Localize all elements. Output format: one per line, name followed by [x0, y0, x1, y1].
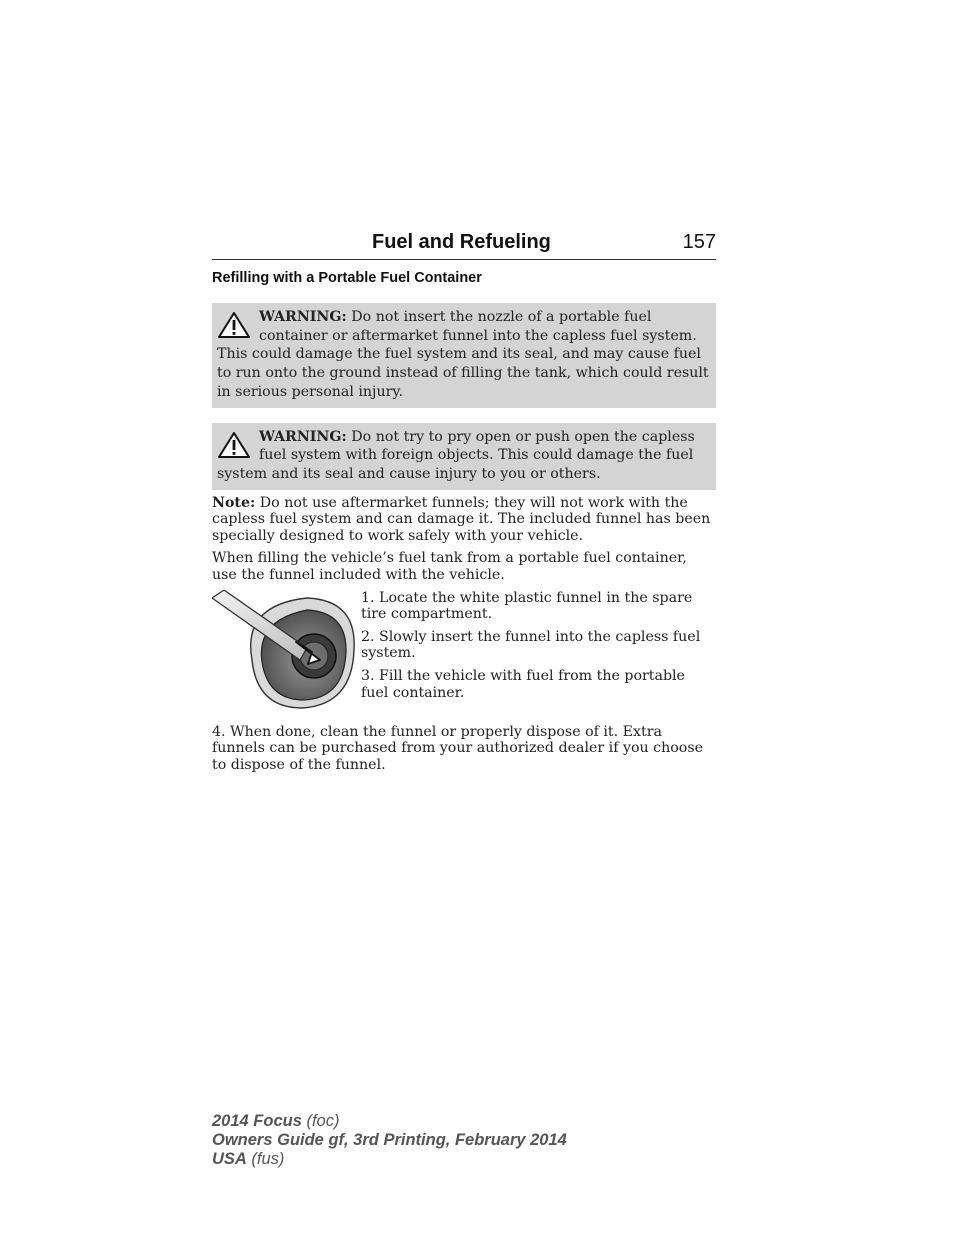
section-title: Refilling with a Portable Fuel Container — [212, 270, 482, 286]
funnel-illustration — [212, 590, 357, 710]
footer-model: 2014 Focus — [212, 1112, 302, 1130]
manual-page — [212, 230, 716, 773]
warning-box — [212, 423, 716, 490]
step-item: 4. When done, clean the funnel or properly dispose of it. Extra funnels can be purchased from your authorized dealer if you choose to dispose of the funnel. — [212, 723, 704, 773]
footer-line — [212, 1112, 567, 1131]
intro-paragraph: When filling the vehicle’s fuel tank from a portable fuel container, use the funnel included with the vehicle. — [212, 550, 687, 583]
chapter-title: Fuel and Refueling — [372, 231, 551, 253]
note-text: Do not use aftermarket funnels; they will not work with the capless fuel system and can damage it. The included funnel has been specially designed to work safely with your vehicle. — [212, 494, 711, 544]
step-item: 1. Locate the white plastic funnel in the spare tire compartment. — [361, 589, 693, 623]
warning-triangle-icon — [217, 431, 251, 459]
footer-market: USA — [212, 1150, 247, 1168]
note-label: Note: — [212, 494, 256, 511]
step-item: 3. Fill the vehicle with fuel from the portable fuel container. — [361, 667, 685, 701]
steps-block — [212, 590, 716, 710]
steps-list — [361, 590, 716, 710]
page-footer — [212, 1112, 567, 1169]
footer-printing: Owners Guide gf, 3rd Printing, February 2014 — [212, 1131, 567, 1149]
warning-text: Do not insert the nozzle of a portable fuel container or aftermarket funnel into the capless fuel system. This could damage the fuel system and its seal, and may cause fuel to run onto the ground instead of filling the tank, which could result in serious personal injury. — [217, 309, 709, 400]
footer-market-code: (fus) — [246, 1150, 285, 1168]
footer-line — [212, 1150, 567, 1169]
page-number: 157 — [682, 231, 716, 253]
footer-model-code: (foc) — [301, 1112, 340, 1130]
page-header — [212, 230, 716, 260]
warning-triangle-icon — [217, 311, 251, 339]
warning-label: WARNING: — [259, 309, 347, 325]
step-item: 2. Slowly insert the funnel into the capless fuel system. — [361, 628, 701, 662]
warning-box — [212, 303, 716, 408]
note-paragraph — [212, 495, 716, 545]
warning-text: Do not try to pry open or push open the capless fuel system with foreign objects. This could damage the fuel system and its seal and cause injury to you or others. — [217, 428, 695, 482]
footer-line — [212, 1131, 567, 1150]
warning-label: WARNING: — [259, 428, 347, 445]
